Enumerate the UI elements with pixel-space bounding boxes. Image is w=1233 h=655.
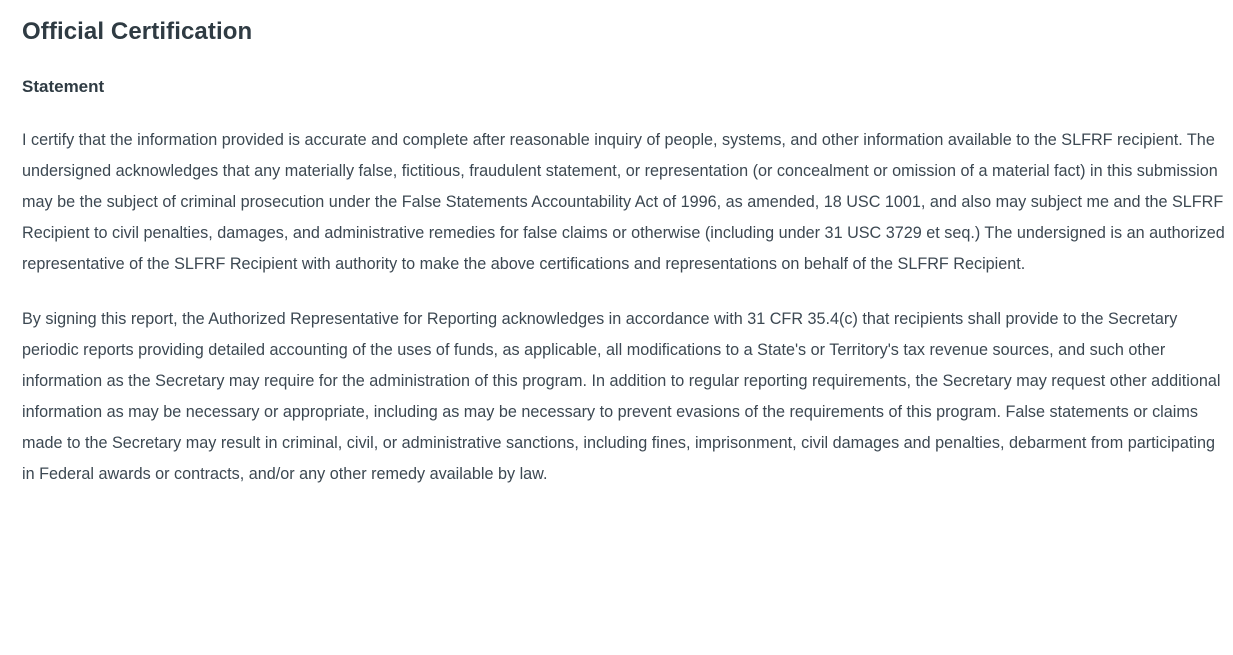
certification-paragraph-1: I certify that the information provided is accurate and complete after reasonable inquiry of people, systems, and other information available to the SLFRF recipient. The undersigned acknowledges that any materially false, fictitious, fraudulent statement, or representation (or concealment or omission of a material fact) in this submission may be the subject of criminal prosecution under the False Statements Accountability Act of 1996, as amended, 18 USC 1001, and also may subject me and the SLFRF Recipient to civil penalties, damages, and administrative remedies for false claims or otherwise (including under 31 USC 3729 et seq.) The undersigned is an authorized representative of the SLFRF Recipient with authority to make the above certifications and representations on behalf of the SLFRF Recipient. xyxy=(22,131,1225,274)
certification-paragraph-2: By signing this report, the Authorized Representative for Reporting acknowledges in accordance with 31 CFR 35.4(c) that recipients shall provide to the Secretary periodic reports providing detailed accounting of the uses of funds, as applicable, all modifications to a State's or Territory's tax revenue sources, and such other information as the Secretary may require for the administration of this program. In addition to regular reporting requirements, the Secretary may request other additional information as may be necessary or appropriate, including as may be necessary to prevent evasions of the requirements of this program. False statements or claims made to the Secretary may result in criminal, civil, or administrative sanctions, including fines, imprisonment, civil damages and penalties, debarment from participating in Federal awards or contracts, and/or any other remedy available by law. xyxy=(22,310,1221,484)
page-title: Official Certification xyxy=(22,18,253,45)
section-heading-statement: Statement xyxy=(22,76,105,96)
